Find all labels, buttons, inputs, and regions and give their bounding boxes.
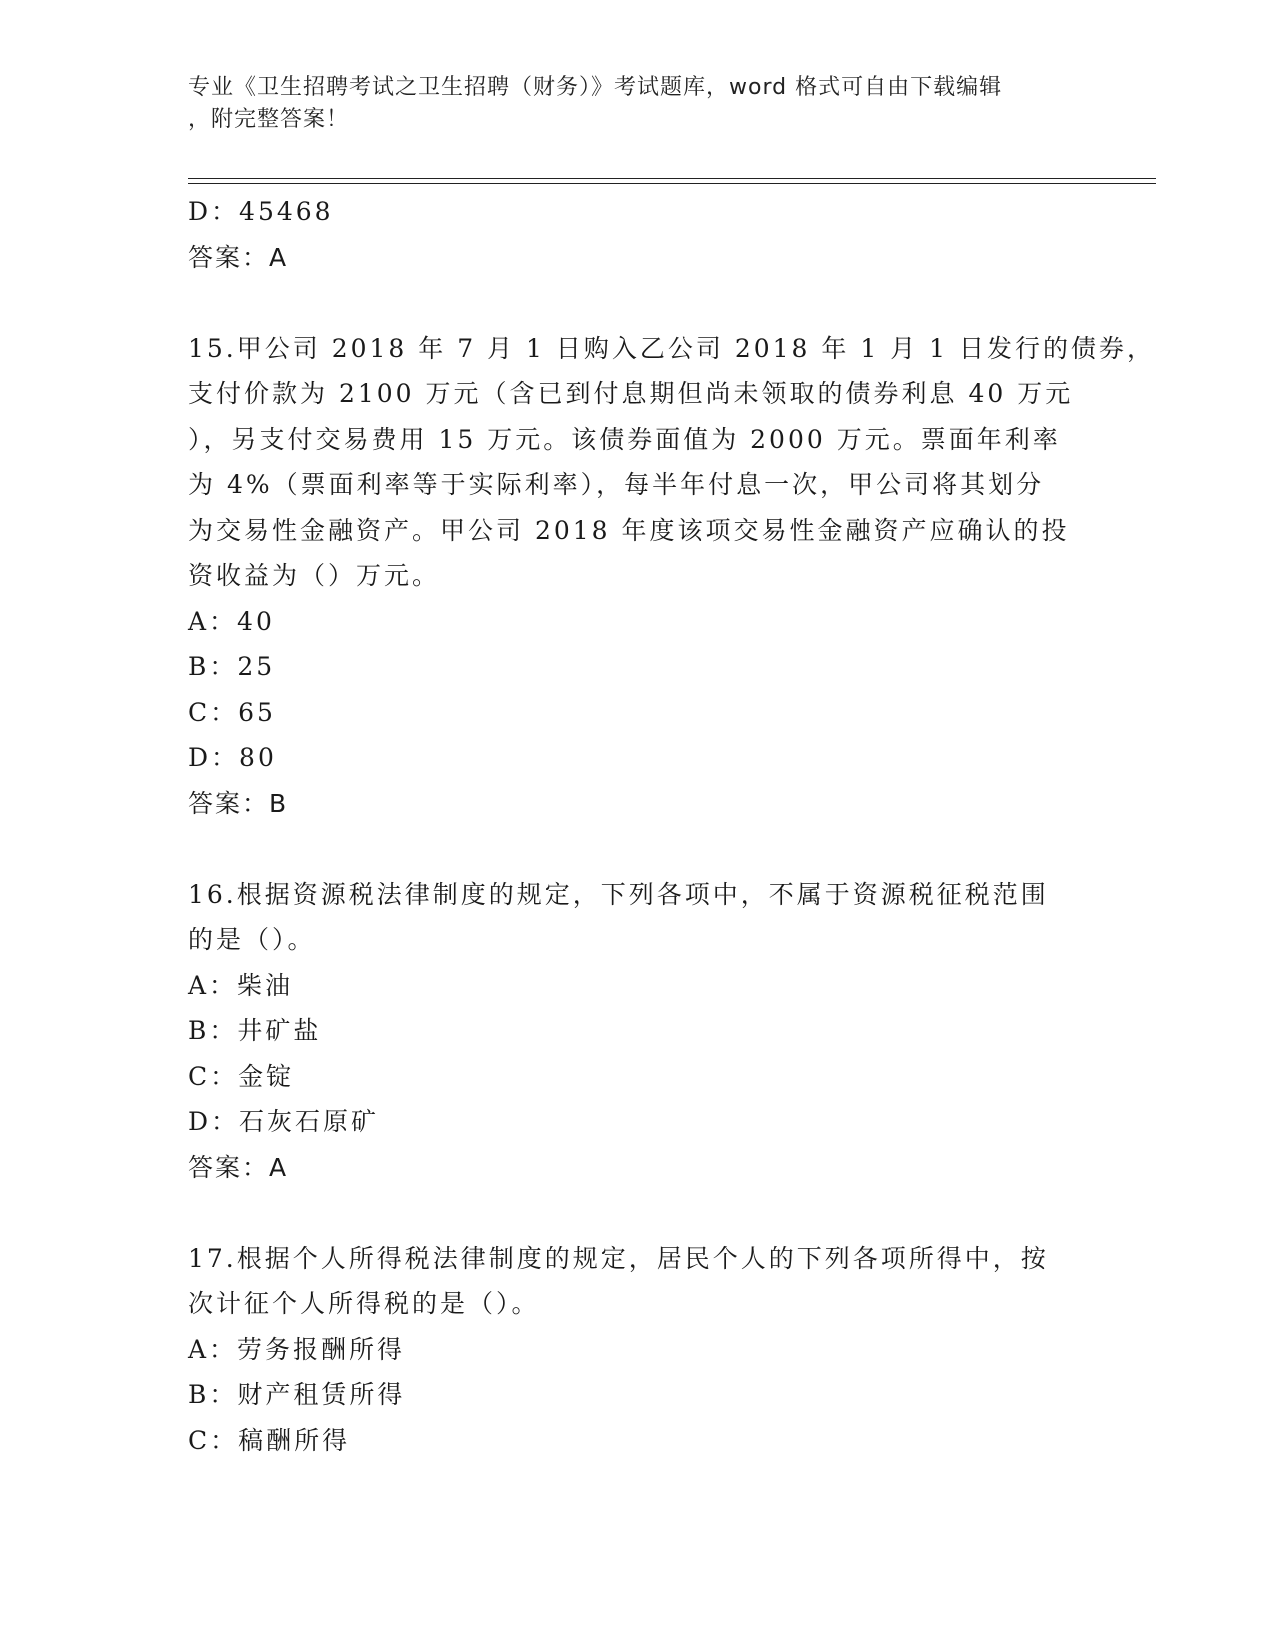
- question-text-line: ），另支付交易费用 15 万元。该债券面值为 2000 万元。票面年利率: [188, 424, 1061, 454]
- question-15: [188, 326, 1155, 827]
- option-a: A：40: [188, 606, 275, 636]
- question-text-line: 的是（）。: [188, 925, 316, 954]
- question-text-line: 为 4%（票面利率等于实际利率），每半年付息一次，甲公司将其划分: [188, 470, 1045, 499]
- header-rule-top: [188, 178, 1156, 179]
- question-14-tail: [188, 189, 1088, 280]
- option-b: B：财产租赁所得: [188, 1380, 406, 1409]
- answer-line: 答案：A: [188, 1152, 289, 1182]
- option-d: D：石灰石原矿: [188, 1107, 380, 1136]
- option-b: B：25: [188, 652, 276, 681]
- question-list: [188, 189, 1155, 1463]
- option-c: C：金锭: [188, 1061, 295, 1091]
- answer-line: 答案：B: [188, 788, 289, 818]
- option-a: A：柴油: [188, 970, 294, 1000]
- question-text-line: 次计征个人所得税的是（）。: [188, 1289, 540, 1318]
- option-b: B：井矿盐: [188, 1016, 322, 1045]
- header-line-1: 专业《卫生招聘考试之卫生招聘（财务）》考试题库，word 格式可自由下载编辑: [188, 75, 1003, 100]
- spacer: [188, 280, 1088, 326]
- option-c: C：稿酬所得: [188, 1425, 351, 1455]
- spacer: [188, 826, 1088, 872]
- answer-line: 答案：A: [188, 242, 289, 272]
- header-rule-bottom: [188, 183, 1156, 184]
- question-17: [188, 1236, 1088, 1464]
- option-c: C：65: [188, 697, 276, 727]
- option-a: A：劳务报酬所得: [188, 1334, 406, 1364]
- question-text-line: 16.根据资源税法律制度的规定，下列各项中，不属于资源税征税范围: [188, 879, 1049, 909]
- question-text-line: 为交易性金融资产。甲公司 2018 年度该项交易性金融资产应确认的投: [188, 515, 1070, 545]
- question-text-line: 15.甲公司 2018 年 7 月 1 日购入乙公司 2018 年 1 月 1 日发行的债券，: [188, 333, 1155, 363]
- spacer: [188, 1190, 1088, 1236]
- document-header: [188, 72, 1068, 136]
- header-line-2: ，附完整答案！: [188, 107, 350, 132]
- question-16: [188, 872, 1088, 1191]
- option-d: D：80: [188, 743, 277, 772]
- question-text-line: 支付价款为 2100 万元（含已到付息期但尚未领取的债券利息 40 万元: [188, 379, 1074, 408]
- option-d: D：45468: [188, 197, 334, 226]
- question-text-line: 资收益为（）万元。: [188, 561, 441, 590]
- question-text-line: 17.根据个人所得税法律制度的规定，居民个人的下列各项所得中，按: [188, 1243, 1049, 1273]
